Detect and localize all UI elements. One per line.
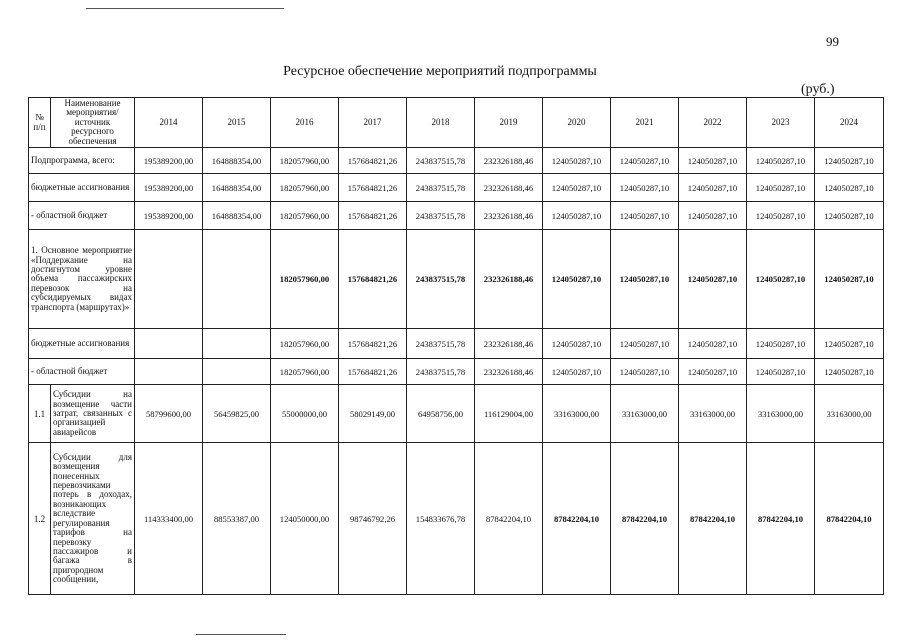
value-cell: 33163000,00 — [815, 385, 884, 443]
header-year: 2019 — [475, 98, 543, 148]
header-year: 2016 — [271, 98, 339, 148]
table-row — [29, 329, 884, 359]
page-number: 99 — [826, 34, 839, 49]
value-cell: 164888354,00 — [203, 174, 271, 202]
row-label: Субсидии на возмещение части затрат, связанных с организацией авиарейсов — [51, 385, 135, 443]
table-row — [29, 385, 884, 443]
value-cell: 124050287,10 — [815, 148, 884, 174]
value-cell: 124050287,10 — [611, 202, 679, 230]
value-cell: 164888354,00 — [203, 202, 271, 230]
value-cell — [203, 359, 271, 385]
header-year: 2018 — [407, 98, 475, 148]
value-cell: 124050287,10 — [747, 148, 815, 174]
value-cell: 232326188,46 — [475, 148, 543, 174]
row-label: Субсидии для возмещения понесенных перевозчиками потерь в доходах, возникающих вследствие регулирования тарифов на перевозку пассажиров и багажа в пригородном сообщении, — [51, 443, 135, 595]
table-row — [29, 202, 884, 230]
value-cell: 56459825,00 — [203, 385, 271, 443]
value-cell — [135, 329, 203, 359]
value-cell: 124050287,10 — [611, 148, 679, 174]
row-label: Подпрограмма, всего: — [29, 148, 135, 174]
value-cell: 164888354,00 — [203, 148, 271, 174]
value-cell: 58029149,00 — [339, 385, 407, 443]
header-year: 2015 — [203, 98, 271, 148]
value-cell: 157684821,26 — [339, 174, 407, 202]
value-cell: 243837515,78 — [407, 148, 475, 174]
value-cell: 124050287,10 — [543, 202, 611, 230]
value-cell: 124050287,10 — [747, 230, 815, 329]
value-cell: 154833676,78 — [407, 443, 475, 595]
value-cell: 33163000,00 — [747, 385, 815, 443]
value-cell: 124050287,10 — [611, 230, 679, 329]
value-cell: 116129004,00 — [475, 385, 543, 443]
value-cell: 124050287,10 — [679, 359, 747, 385]
value-cell: 87842204,10 — [679, 443, 747, 595]
value-cell: 243837515,78 — [407, 359, 475, 385]
value-cell: 124050000,00 — [271, 443, 339, 595]
scan-top-line — [86, 8, 284, 9]
row-number: 1.1 — [29, 385, 51, 443]
value-cell: 124050287,10 — [543, 148, 611, 174]
value-cell: 157684821,26 — [339, 202, 407, 230]
header-name: Наименование мероприятия/источник ресурсного обеспечения — [51, 98, 135, 148]
table-row — [29, 148, 884, 174]
value-cell: 124050287,10 — [679, 148, 747, 174]
value-cell — [135, 230, 203, 329]
header-year: 2023 — [747, 98, 815, 148]
header-year: 2014 — [135, 98, 203, 148]
value-cell — [203, 230, 271, 329]
header-year: 2022 — [679, 98, 747, 148]
value-cell: 124050287,10 — [611, 329, 679, 359]
value-cell: 243837515,78 — [407, 202, 475, 230]
value-cell: 124050287,10 — [815, 329, 884, 359]
value-cell: 243837515,78 — [407, 174, 475, 202]
value-cell: 157684821,26 — [339, 230, 407, 329]
value-cell: 232326188,46 — [475, 202, 543, 230]
value-cell: 87842204,10 — [475, 443, 543, 595]
value-cell: 124050287,10 — [543, 329, 611, 359]
scan-bottom-line — [196, 634, 286, 635]
header-year: 2021 — [611, 98, 679, 148]
value-cell: 124050287,10 — [679, 230, 747, 329]
unit-label: (руб.) — [801, 82, 835, 97]
value-cell: 157684821,26 — [339, 359, 407, 385]
row-label: 1. Основное мероприятие «Поддержание на достигнутом уровне объема пассажирских перевозок на субсидируемых видах транспорта (маршрутах)» — [29, 230, 135, 329]
document-title: Ресурсное обеспечение мероприятий подпрограммы — [283, 64, 597, 79]
value-cell: 88553387,00 — [203, 443, 271, 595]
value-cell: 232326188,46 — [475, 329, 543, 359]
value-cell: 182057960,00 — [271, 359, 339, 385]
value-cell: 124050287,10 — [679, 202, 747, 230]
value-cell: 195389200,00 — [135, 148, 203, 174]
value-cell: 124050287,10 — [747, 359, 815, 385]
value-cell: 55000000,00 — [271, 385, 339, 443]
value-cell: 124050287,10 — [815, 230, 884, 329]
value-cell: 124050287,10 — [815, 359, 884, 385]
value-cell: 182057960,00 — [271, 230, 339, 329]
value-cell: 232326188,46 — [475, 230, 543, 329]
value-cell: 195389200,00 — [135, 202, 203, 230]
value-cell: 124050287,10 — [815, 202, 884, 230]
value-cell: 124050287,10 — [747, 202, 815, 230]
table-row — [29, 359, 884, 385]
table-row — [29, 443, 884, 595]
row-label: бюджетные ассигнования — [29, 329, 135, 359]
value-cell: 157684821,26 — [339, 148, 407, 174]
value-cell: 87842204,10 — [815, 443, 884, 595]
value-cell: 87842204,10 — [747, 443, 815, 595]
value-cell: 124050287,10 — [543, 174, 611, 202]
value-cell: 124050287,10 — [747, 329, 815, 359]
table-header-row — [29, 98, 884, 148]
value-cell: 87842204,10 — [611, 443, 679, 595]
value-cell: 87842204,10 — [543, 443, 611, 595]
row-label: - областной бюджет — [29, 202, 135, 230]
value-cell: 124050287,10 — [543, 359, 611, 385]
value-cell: 64958756,00 — [407, 385, 475, 443]
value-cell — [203, 329, 271, 359]
value-cell: 182057960,00 — [271, 148, 339, 174]
header-year: 2020 — [543, 98, 611, 148]
value-cell: 124050287,10 — [611, 174, 679, 202]
value-cell: 114333400,00 — [135, 443, 203, 595]
header-year: 2024 — [815, 98, 884, 148]
row-label: - областной бюджет — [29, 359, 135, 385]
header-num: № п/п — [29, 98, 51, 148]
resource-table — [28, 97, 884, 595]
value-cell: 124050287,10 — [679, 174, 747, 202]
value-cell: 124050287,10 — [543, 230, 611, 329]
value-cell: 232326188,46 — [475, 359, 543, 385]
value-cell: 124050287,10 — [815, 174, 884, 202]
value-cell — [135, 359, 203, 385]
header-year: 2017 — [339, 98, 407, 148]
value-cell: 182057960,00 — [271, 174, 339, 202]
value-cell: 182057960,00 — [271, 202, 339, 230]
value-cell: 243837515,78 — [407, 230, 475, 329]
value-cell: 124050287,10 — [679, 329, 747, 359]
value-cell: 98746792,26 — [339, 443, 407, 595]
table-row — [29, 230, 884, 329]
value-cell: 182057960,00 — [271, 329, 339, 359]
value-cell: 33163000,00 — [679, 385, 747, 443]
value-cell: 124050287,10 — [747, 174, 815, 202]
row-label: бюджетные ассигнования — [29, 174, 135, 202]
value-cell: 157684821,26 — [339, 329, 407, 359]
value-cell: 33163000,00 — [611, 385, 679, 443]
value-cell: 195389200,00 — [135, 174, 203, 202]
table-row — [29, 174, 884, 202]
value-cell: 33163000,00 — [543, 385, 611, 443]
value-cell: 232326188,46 — [475, 174, 543, 202]
row-number: 1.2 — [29, 443, 51, 595]
value-cell: 58799600,00 — [135, 385, 203, 443]
value-cell: 243837515,78 — [407, 329, 475, 359]
value-cell: 124050287,10 — [611, 359, 679, 385]
